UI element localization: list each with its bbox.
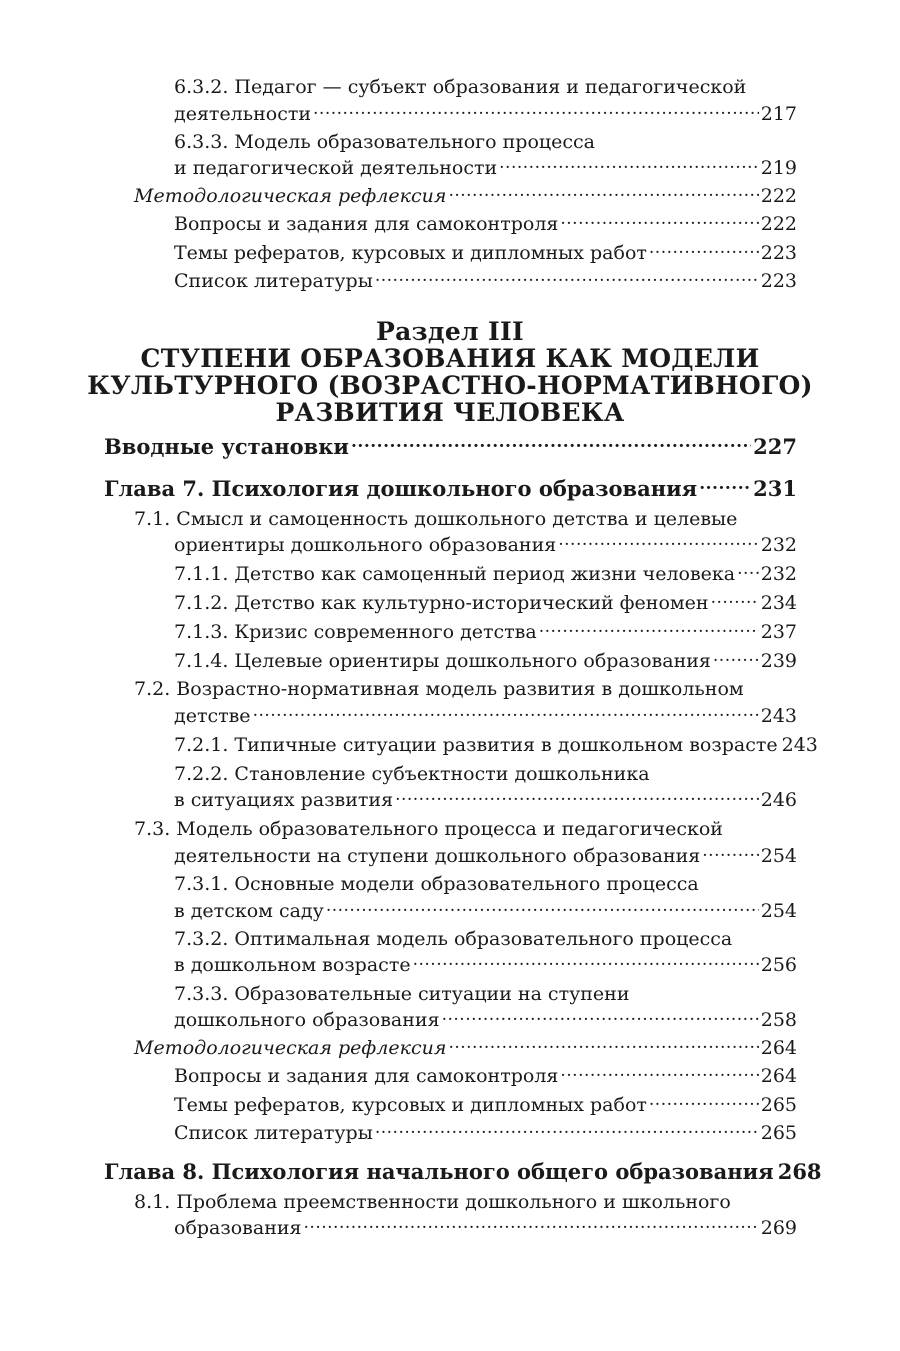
page-number: 256 [760, 954, 797, 976]
toc-entry[interactable]: 7.1.4. Целевые ориентиры дошкольного образования ..... 239 [174, 646, 797, 674]
toc-entry-line: 7.1. Смысл и самоценность дошкольного детства и целевые [134, 508, 738, 530]
leader-dots [711, 584, 759, 611]
toc-entry[interactable]: 7.1.1. Детство как самоценный период жизни человека ..... 232 [174, 559, 797, 587]
toc-entry[interactable]: Темы рефератов, курсовых и дипломных работ ..... 223 [174, 238, 797, 266]
leader-dots [395, 781, 759, 808]
toc-entry[interactable]: ориентиры дошкольного образования ..... 232 [174, 530, 797, 558]
toc-entry-line: 6.3.3. Модель образовательного процесса [174, 131, 595, 153]
page-number: 239 [760, 650, 797, 672]
page-number: 246 [760, 789, 797, 811]
toc-entry-line: 7.3.2. Оптимальная модель образовательного процесса [174, 928, 733, 950]
leader-dots [253, 697, 759, 724]
leader-dots [560, 1057, 758, 1084]
leader-dots [448, 1029, 758, 1056]
toc-entry[interactable]: Методологическая рефлексия ..... 222 [134, 181, 797, 209]
page-number: 264 [760, 1065, 797, 1087]
page-number: 243 [760, 705, 797, 727]
toc-entry-line: 7.2. Возрастно-нормативная модель развития в дошкольном [134, 678, 744, 700]
page-number: 231 [753, 476, 797, 501]
leader-dots [649, 234, 759, 261]
page-number: 268 [777, 1159, 822, 1184]
toc-entry[interactable]: в ситуациях развития ..... 246 [174, 785, 797, 813]
toc-entry-line: 7.2.2. Становление субъектности дошкольника [174, 763, 650, 785]
page-number: 254 [760, 900, 797, 922]
toc-entry[interactable]: Список литературы ..... 223 [174, 266, 797, 294]
leader-dots [649, 1086, 759, 1113]
leader-dots [539, 613, 759, 640]
toc-entry[interactable]: дошкольного образования ..... 258 [174, 1005, 797, 1033]
leader-dots [313, 95, 759, 122]
toc-entry-line: 7.3. Модель образовательного процесса и педагогической [134, 818, 723, 840]
toc-entry[interactable]: Темы рефератов, курсовых и дипломных работ ..... 265 [174, 1090, 797, 1118]
leader-dots [351, 427, 751, 455]
toc-entry[interactable]: детстве ..... 243 [174, 701, 797, 729]
leader-dots [448, 177, 758, 204]
leader-dots [304, 1209, 759, 1236]
toc-entry[interactable]: 7.2.1. Типичные ситуации развития в дошкольном возрасте 243 [174, 734, 818, 756]
toc-entry-line: 7.3.1. Основные модели образовательного процесса [174, 873, 699, 895]
toc-entry[interactable]: в дошкольном возрасте ..... 256 [174, 950, 797, 978]
leader-dots [413, 946, 759, 973]
page-number: 243 [781, 734, 818, 756]
page-number: 223 [760, 270, 797, 292]
toc-entry[interactable]: образования ..... 269 [174, 1213, 797, 1241]
page-number: 237 [760, 621, 797, 643]
toc-entry[interactable]: и педагогической деятельности ..... 219 [174, 153, 797, 181]
page-number: 232 [760, 534, 797, 556]
page-number: 223 [760, 242, 797, 264]
toc-entry[interactable]: 7.1.3. Кризис современного детства ..... 237 [174, 617, 797, 645]
toc-entry[interactable]: деятельности ..... 217 [174, 99, 797, 127]
page-number: 269 [760, 1217, 797, 1239]
page-number: 258 [760, 1009, 797, 1031]
toc-entry[interactable]: Вопросы и задания для самоконтроля ..... 264 [174, 1061, 797, 1089]
page-number: 254 [760, 845, 797, 867]
leader-dots [737, 555, 759, 582]
section-title: Раздел III [376, 317, 524, 346]
section-subtitle-line: КУЛЬТУРНОГО (ВОЗРАСТНО-НОРМАТИВНОГО) [87, 371, 813, 400]
page-number: 222 [760, 185, 797, 207]
page-number: 232 [760, 563, 797, 585]
leader-dots [713, 642, 759, 669]
page-number: 227 [753, 434, 797, 459]
section-subtitle-line: СТУПЕНИ ОБРАЗОВАНИЯ КАК МОДЕЛИ [140, 344, 760, 373]
page-number: 265 [760, 1094, 797, 1116]
leader-dots [326, 892, 759, 919]
toc-entry[interactable]: Список литературы ..... 265 [174, 1118, 797, 1146]
section-subtitle-line: РАЗВИТИЯ ЧЕЛОВЕКА [275, 398, 625, 427]
page-number: 264 [760, 1037, 797, 1059]
toc-entry[interactable]: Вопросы и задания для самоконтроля ..... 222 [174, 209, 797, 237]
page-number: 234 [760, 592, 797, 614]
toc-entry[interactable]: в детском саду ..... 254 [174, 896, 797, 924]
page-number: 219 [760, 157, 797, 179]
toc-entry[interactable]: Вводные установки ..... 227 [104, 432, 797, 460]
toc-entry-line: 8.1. Проблема преемственности дошкольного и школьного [134, 1191, 731, 1213]
toc-entry[interactable]: 7.1.2. Детство как культурно-исторический феномен ..... 234 [174, 588, 797, 616]
leader-dots [558, 526, 758, 553]
page-number: 217 [760, 103, 797, 125]
toc-chapter[interactable]: Глава 7. Психология дошкольного образования ..... 231 [104, 474, 797, 502]
leader-dots [375, 1114, 759, 1141]
toc-entry[interactable]: Методологическая рефлексия ..... 264 [134, 1033, 797, 1061]
leader-dots [375, 262, 759, 289]
leader-dots [442, 1001, 759, 1028]
toc-entry-line: 7.3.3. Образовательные ситуации на ступени [174, 983, 630, 1005]
leader-dots [702, 837, 758, 864]
leader-dots [699, 469, 751, 497]
page-number: 222 [760, 213, 797, 235]
toc-chapter[interactable]: Глава 8. Психология начального общего образования 268 [104, 1159, 822, 1184]
page-number: 265 [760, 1122, 797, 1144]
toc-entry[interactable]: деятельности на ступени дошкольного образования ..... 254 [174, 841, 797, 869]
leader-dots [560, 205, 758, 232]
leader-dots [499, 149, 759, 176]
toc-entry-line: 6.3.2. Педагог — субъект образования и педагогической [174, 76, 747, 98]
